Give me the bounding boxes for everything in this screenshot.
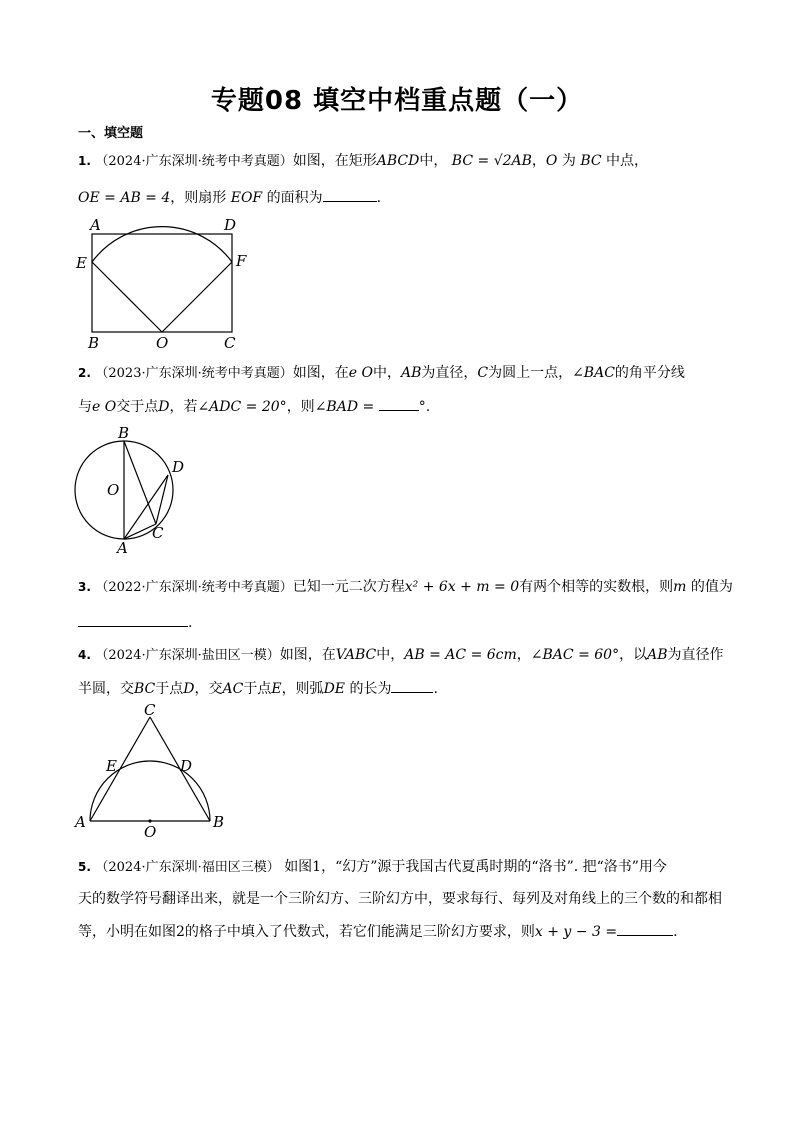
q1-math: BC (580, 153, 602, 169)
q4-label-a: A (75, 813, 86, 831)
section-heading: 一、填空题 (78, 126, 144, 141)
q2-math: e O (348, 365, 373, 381)
q2-math: AB (400, 365, 422, 381)
q5-line-1 (78, 858, 667, 877)
q5-text: 等，小明在如图2的格子中填入了代数式，若它们能满足三阶幻方要求，则 (78, 924, 535, 940)
q1-label-c: C (224, 334, 236, 352)
q2-segment-dc (156, 475, 168, 524)
q1-label-a: A (90, 216, 101, 234)
page-title: 专题08 填空中档重点题（一） (210, 86, 584, 116)
q4-math: DE (323, 681, 346, 697)
q2-text: 如图，在 (292, 365, 349, 381)
q3-source: （2022·广东深圳·统考中考真题） (95, 580, 293, 595)
q4-label-o: O (144, 823, 157, 838)
q1-text: ， (531, 153, 546, 169)
q3-text: 的值为 (690, 579, 733, 595)
q5-answer-blank[interactable] (617, 921, 673, 936)
q4-math: AC (222, 681, 244, 697)
q2-label-c: C (152, 524, 164, 542)
q4-text: ， (516, 647, 531, 663)
q1-source: （2024·广东深圳·统考中考真题） (95, 154, 293, 169)
q2-source: （2023·广东深圳·统考中考真题） (95, 366, 293, 381)
q1-text: . (376, 190, 382, 206)
q1-text: ，则扇形 (170, 190, 227, 206)
q2-text: 为圆上一点， (488, 365, 573, 381)
q4-text: ，则弧 (281, 681, 324, 697)
q2-math: ∠BAC (572, 365, 615, 381)
q4-text: 的长为 (349, 681, 392, 697)
q1-math: BC = √2AB (451, 153, 532, 169)
q4-figure (70, 700, 230, 838)
q2-math: e O (92, 399, 117, 415)
q4-text: 于点 (243, 681, 272, 697)
q1-line-1 (78, 152, 648, 171)
q2-text: 的角平分线 (614, 365, 685, 381)
q1-label-e: E (76, 254, 87, 272)
q1-label-f: F (236, 252, 247, 270)
q4-text: 中， (376, 647, 405, 663)
q1-label-d: D (224, 216, 237, 234)
q1-math: ABCD (376, 153, 420, 169)
q3-line-1 (78, 578, 733, 597)
q2-text: 交于点 (116, 399, 159, 415)
q1-segment-oe (92, 262, 162, 332)
q1-figure (70, 212, 260, 352)
q1-arc (92, 227, 232, 262)
q4-text: ，交 (194, 681, 223, 697)
q3-math: x² + 6x + m = 0 (404, 579, 520, 595)
q2-label-a: A (117, 539, 128, 557)
q2-number: 2. (78, 366, 91, 380)
q5-source: （2024·广东深圳·福田区三模） (95, 860, 280, 875)
q4-line-2 (78, 678, 438, 698)
q4-math: E (271, 681, 282, 697)
q5-number: 5. (78, 860, 91, 874)
q2-text: 与 (78, 399, 92, 415)
q5-text: 天的数学符号翻译出来，就是一个三阶幻方、三阶幻方中，要求每行、每列及对角线上的三个数的和都相 (78, 891, 722, 907)
q2-math: ∠BAD = (314, 399, 375, 415)
q4-math: AB = AC = 6cm (404, 647, 517, 663)
q2-label-o: O (107, 481, 120, 499)
q4-line-1 (78, 646, 723, 665)
q2-line-1 (78, 364, 685, 383)
q1-math: O (545, 153, 558, 169)
q1-answer-blank[interactable] (323, 187, 377, 202)
q5-line-2 (78, 890, 722, 908)
q3-line-2 (78, 612, 192, 632)
q1-math: EOF (230, 190, 263, 206)
q1-line-2 (78, 187, 381, 207)
q4-source: （2024·广东深圳·盐田区一模） (95, 648, 280, 663)
q5-line-3 (78, 921, 678, 941)
q2-text: ，则 (286, 399, 315, 415)
q4-text: 半圆，交 (78, 681, 134, 697)
q1-text: 为 (561, 153, 576, 169)
q4-math: AB (647, 647, 668, 663)
q1-text: 中， (419, 153, 448, 169)
q2-answer-blank[interactable] (379, 396, 419, 411)
q5-text: 如图1，“幻方”源于我国古代夏禹时期的“洛书”. 把“洛书”用今 (284, 859, 667, 875)
q4-answer-blank[interactable] (391, 678, 433, 693)
q4-text: . (433, 681, 438, 697)
q2-text: °. (418, 399, 431, 415)
q4-math: ∠BAC = 60° (530, 647, 620, 663)
q2-text: ，若 (169, 399, 198, 415)
q3-text: 已知一元二次方程 (292, 579, 405, 595)
q2-segment-bc (124, 441, 156, 524)
q4-text: 为直径作 (667, 647, 724, 663)
q4-label-b: B (213, 813, 225, 831)
q1-text: 中点， (606, 153, 649, 169)
q4-text: 于点 (155, 681, 184, 697)
q4-label-d: D (180, 757, 193, 775)
q3-text: 有两个相等的实数根，则 (519, 579, 674, 595)
q2-figure (66, 422, 206, 558)
q5-math: x + y − 3 = (534, 924, 618, 940)
q1-number: 1. (78, 154, 91, 168)
q4-segment-ac (90, 717, 150, 821)
q5-text: . (673, 924, 678, 940)
q4-text: ，以 (619, 647, 648, 663)
q2-text: 中， (372, 365, 401, 381)
q3-answer-blank[interactable] (78, 612, 188, 627)
q2-label-d: D (172, 458, 185, 476)
q1-label-b: B (88, 334, 100, 352)
q1-segment-of (162, 262, 232, 332)
q2-math: D (158, 399, 170, 415)
q3-math: m (673, 579, 687, 595)
q2-text: 为直径， (421, 365, 478, 381)
q4-math: VABC (335, 647, 377, 663)
q4-label-c: C (144, 701, 156, 719)
q4-number: 4. (78, 648, 91, 662)
q2-math: ∠ADC = 20° (197, 399, 287, 415)
q2-label-b: B (118, 424, 130, 442)
q4-math: BC (134, 681, 156, 697)
q3-number: 3. (78, 580, 91, 594)
q4-label-e: E (106, 757, 117, 775)
q1-label-o: O (156, 334, 169, 352)
q4-text: 如图，在 (279, 647, 336, 663)
q2-line-2 (78, 396, 430, 416)
q2-math: C (477, 365, 489, 381)
q4-math: D (183, 681, 195, 697)
q1-text: 的面积为 (266, 190, 323, 206)
q3-text: . (188, 615, 193, 631)
q1-text: 如图，在矩形 (292, 153, 377, 169)
q1-math: OE = AB = 4 (78, 190, 171, 206)
